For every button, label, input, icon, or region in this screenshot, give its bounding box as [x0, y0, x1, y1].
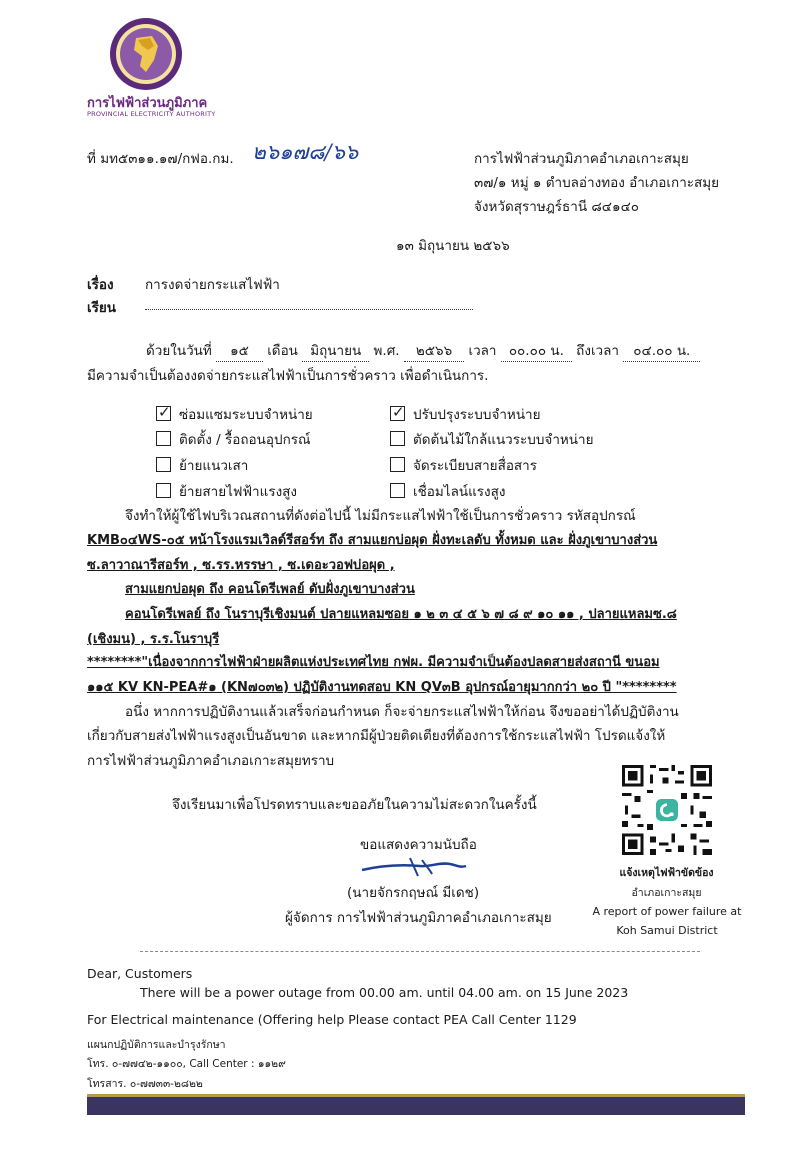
qr-code-icon — [622, 765, 712, 855]
checkbox-checked-icon — [390, 406, 405, 421]
footer-bar — [87, 1094, 745, 1115]
qr-caption-thai-1: แจ้งเหตุไฟฟ้าขัดข้อง — [619, 867, 714, 879]
closing-paragraph-1: อนึ่ง หากการปฏิบัติงานแล้วเสร็จก่อนกำหนด ก็จะจ่ายกระแสไฟฟ้าให้ก่อน จึงขออย่าได้ปฏิบัติงาน — [125, 704, 679, 720]
checkbox-empty-icon — [390, 457, 405, 472]
closing-paragraph-2: เกี่ยวกับสายส่งไฟฟ้าแรงสูงเป็นอันขาด และหากมีผู้ป่วยติดเตียงที่ต้องการใช้กระแสไฟฟ้า โปรดแจ้งให้ — [87, 728, 666, 744]
schedule-time-end: ๐๔.๐๐ น. — [623, 339, 700, 362]
checkbox-item-comm-cables: จัดระเบียบสายสื่อสาร — [390, 454, 537, 476]
qr-caption-english-1: A report of power failure at — [592, 905, 742, 918]
area-line-2: ซ.ลาวาณารีสอร์ท , ซ.รร.หรรษา , ซ.เดอะวอฟบ่อผุด , — [87, 558, 395, 573]
schedule-month-label: เดือน — [267, 343, 298, 359]
checkbox-checked-icon — [156, 406, 171, 421]
recipient-label: เรียน — [87, 300, 117, 316]
area-note-1: ********"เนื่องจากการไฟฟ้าฝ่ายผลิตแห่งประเทศไทย กฟผ. มีความจำเป็นต้องปลดสายส่งสถานี ขนอม — [87, 655, 660, 670]
reference-number: ๒๖๑๗๘/๖๖ — [252, 140, 359, 164]
checkbox-item-repair: ✓ซ่อมแซมระบบจำหน่าย — [156, 403, 313, 425]
english-greeting: Dear, Customers — [87, 966, 193, 981]
area-note-2: ๑๑๕ KV KN-PEA#๑ (KN๗๐๓๒) ปฏิบัติงานทดสอบ KN QV๓B อุปกรณ์อายุมากกว่า ๒๐ ปี "******** — [87, 680, 677, 695]
checkbox-item-tree-cut: ตัดต้นไม้ใกล้แนวระบบจำหน่าย — [390, 428, 594, 450]
schedule-intro: ด้วยในวันที่ — [146, 343, 212, 359]
checkbox-empty-icon — [156, 457, 171, 472]
schedule-year-label: พ.ศ. — [373, 343, 400, 359]
checkbox-empty-icon — [390, 483, 405, 498]
area-intro: จึงทำให้ผู้ใช้ไฟบริเวณสถานที่ดังต่อไปนี้ ไม่มีกระแสไฟฟ้าใช้เป็นการชั่วคราว รหัสอุปกรณ์ — [125, 508, 636, 524]
address-line-2: ๓๗/๑ หมู่ ๑ ตำบลอ่างทอง อำเภอเกาะสมุย — [474, 175, 720, 191]
area-line-4: คอนโดรีเพลย์ ถึง โนราบุรีเชิงมนต์ ปลายแหลมซอย ๑ ๒ ๓ ๔ ๕ ๖ ๗ ๘ ๙ ๑๐ ๑๑ , ปลายแหลมซ.๘ — [125, 607, 677, 622]
subject-text: การงดจ่ายกระแสไฟฟ้า — [145, 277, 280, 293]
area-line-1: KMB๐๔WS-๐๕ หน้าโรงแรมเวิลด์รีสอร์ท ถึง สามแยกบ่อผุด ฝั่งทะเลดับ ทั้งหมด และ ฝั่งภูเขาบางส่วน — [87, 533, 658, 548]
subject-label: เรื่อง — [87, 277, 114, 293]
checkbox-empty-icon — [390, 431, 405, 446]
closing-regards: ขอแสดงความนับถือ — [360, 837, 477, 853]
closing-paragraph-3: การไฟฟ้าส่วนภูมิภาคอำเภอเกาะสมุยทราบ — [87, 753, 335, 769]
schedule-year: ๒๕๖๖ — [404, 339, 464, 362]
checkbox-empty-icon — [156, 483, 171, 498]
schedule-until-label: ถึงเวลา — [576, 343, 619, 359]
qr-caption-thai-2: อำเภอเกาะสมุย — [631, 887, 702, 899]
schedule-time-start: ๐๐.๐๐ น. — [501, 339, 572, 362]
footer-phone: โทร. ๐-๗๗๔๒-๑๑๐๐, Call Center : ๑๑๒๙ — [87, 1058, 286, 1070]
english-outage-line: There will be a power outage from 00.00 am. until 04.00 am. on 15 June 2023 — [140, 985, 629, 1000]
address-line-3: จังหวัดสุราษฎร์ธานี ๘๔๑๔๐ — [474, 199, 640, 215]
signer-title: ผู้จัดการ การไฟฟ้าส่วนภูมิภาคอำเภอเกาะสมุย — [285, 910, 552, 926]
section-divider — [140, 951, 700, 952]
schedule-time-label: เวลา — [468, 343, 497, 359]
area-line-3: สามแยกบ่อผุด ถึง คอนโดรีเพลย์ ดับฝั่งภูเขาบางส่วน — [125, 582, 415, 597]
schedule-day: ๑๕ — [216, 339, 263, 362]
area-line-5: (เชิงมน) , ร.ร.โนราบุรี — [87, 632, 220, 647]
checkbox-item-install: ติดตั้ง / รื้อถอนอุปกรณ์ — [156, 428, 311, 450]
checkbox-item-improve: ✓ปรับปรุงระบบจำหน่าย — [390, 403, 541, 425]
schedule-month: มิถุนายน — [302, 339, 369, 362]
checkbox-item-move-pole: ย้ายแนวเสา — [156, 454, 248, 476]
closing-apology: จึงเรียนมาเพื่อโปรดทราบและขออภัยในความไม่สะดวกในครั้งนี้ — [172, 797, 537, 813]
schedule-reason: มีความจำเป็นต้องงดจ่ายกระแสไฟฟ้าเป็นการชั่วคราว เพื่อดำเนินการ. — [87, 368, 489, 384]
org-name-english: PROVINCIAL ELECTRICITY AUTHORITY — [87, 110, 216, 118]
signature-icon — [360, 852, 470, 880]
checkbox-empty-icon — [156, 431, 171, 446]
footer-fax: โทรสาร. ๐-๗๗๓๓-๒๘๒๒ — [87, 1078, 203, 1090]
letter-date: ๑๓ มิถุนายน ๒๕๖๖ — [396, 238, 510, 254]
checkbox-item-hv-connect: เชื่อมไลน์แรงสูง — [390, 480, 505, 502]
signer-name: (นายจักรกฤษณ์ มีเดช) — [347, 885, 480, 901]
footer-department: แผนกปฏิบัติการและบำรุงรักษา — [87, 1039, 226, 1051]
qr-caption-english-2: Koh Samui District — [616, 924, 718, 937]
checkbox-item-move-hv-line: ย้ายสายไฟฟ้าแรงสูง — [156, 480, 297, 502]
address-line-1: การไฟฟ้าส่วนภูมิภาคอำเภอเกาะสมุย — [474, 151, 689, 167]
reference-prefix: ที่ มท๕๓๑๑.๑๗/กฟอ.กม. — [87, 151, 234, 167]
recipient-blank — [145, 309, 473, 310]
pea-logo-icon — [108, 16, 184, 92]
english-maintenance-line: For Electrical maintenance (Offering help Please contact PEA Call Center 1129 — [87, 1012, 577, 1027]
org-name-thai: การไฟฟ้าส่วนภูมิภาค — [87, 96, 208, 111]
